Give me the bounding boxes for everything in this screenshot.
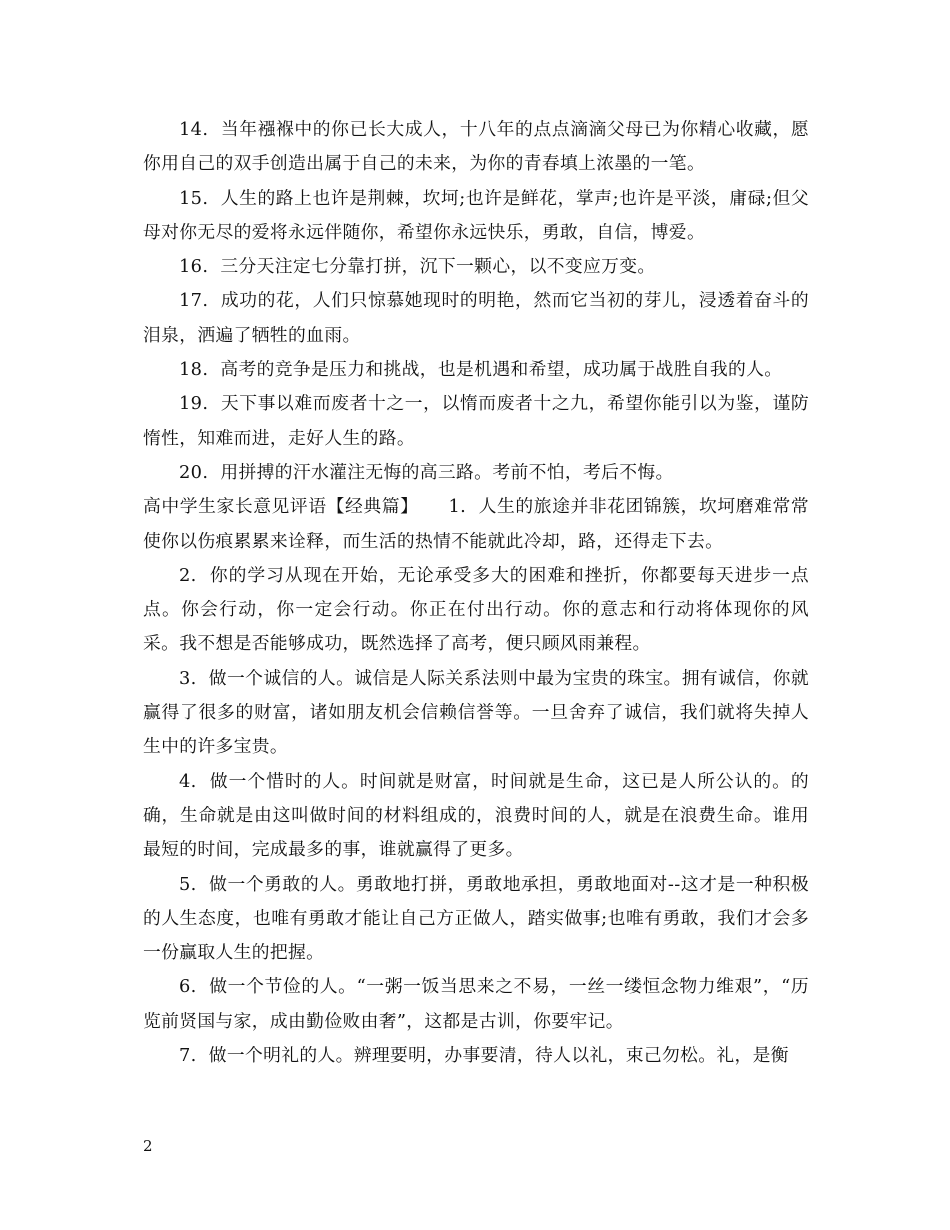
- paragraph-4: [143, 765, 809, 868]
- paragraph-number: 14.: [179, 119, 209, 140]
- paragraph-number: 16.: [179, 256, 209, 278]
- paragraph-19: [143, 387, 809, 456]
- paragraph-14: [143, 113, 809, 182]
- paragraph-number: 17.: [179, 290, 209, 312]
- paragraph-text: 你的学习从现在开始，无论承受多大的困难和挫折，你都要每天进步一点点。你会行动，你一定会行动。你正在付出行动。你的意志和行动将体现你的风采。我不想是否能够成功，既然选择了高考，便只顾风雨兼程。: [143, 564, 809, 655]
- paragraph-number: 7.: [179, 1045, 197, 1067]
- document-body: [143, 113, 809, 1073]
- paragraph-number: 15.: [179, 187, 209, 209]
- paragraph-number: 4.: [179, 770, 197, 792]
- paragraph-15: [143, 182, 809, 251]
- paragraph-text: 人生的路上也许是荆棘，坎坷;也许是鲜花，掌声;也许是平淡，庸碌;但父母对你无尽的爱将永远伴随你，希望你永远快乐，勇敢，自信，博爱。: [143, 187, 809, 243]
- paragraph-text: 天下事以难而废者十之一，以惰而废者十之九，希望你能引以为鉴，谨防惰性，知难而进，走好人生的路。: [143, 393, 810, 449]
- paragraph-number: 3.: [179, 667, 197, 689]
- paragraph-text: 人生的旅途并非花团锦簇，坎坷磨难常常使你以伤痕累累来诠释，而生活的热情不能就此冷却，路，还得走下去。: [143, 496, 809, 552]
- paragraph-text: 成功的花，人们只惊慕她现时的明艳，然而它当初的芽儿，浸透着奋斗的泪泉，洒遍了牺牲的血雨。: [143, 290, 810, 346]
- page-number: 2: [143, 1137, 153, 1155]
- paragraph-17: [143, 284, 809, 353]
- paragraph-number: 5.: [179, 873, 197, 895]
- paragraph-number: 20.: [179, 461, 209, 483]
- paragraph-text: 做一个诚信的人。诚信是人际关系法则中最为宝贵的珠宝。拥有诚信，你就赢得了很多的财富，诸如朋友机会信赖信誉等。一旦舍弃了诚信，我们就将失掉人生中的许多宝贵。: [143, 667, 809, 758]
- paragraph-20: [143, 456, 809, 490]
- paragraph-6: [143, 970, 809, 1039]
- paragraph-number: 2.: [179, 564, 197, 586]
- paragraph-text: 做一个明礼的人。辨理要明，办事要清，待人以礼，束己勿松。礼，是衡: [208, 1045, 789, 1067]
- paragraph-number: 6.: [179, 976, 197, 998]
- paragraph-text: 做一个勇敢的人。勇敢地打拼，勇敢地承担，勇敢地面对--这才是一种积极的人生态度，也唯有勇敢才能让自己方正做人，踏实做事;也唯有勇敢，我们才会多一份赢取人生的把握。: [143, 873, 809, 964]
- paragraph-number: 18.: [179, 359, 209, 381]
- paragraph-text: 三分天注定七分靠打拼，沉下一颗心，以不变应万变。: [220, 256, 656, 278]
- paragraph-2: [143, 559, 809, 662]
- paragraph-7: [143, 1039, 809, 1073]
- section-heading-paragraph: [143, 490, 809, 559]
- paragraph-text: 当年襁褓中的你已长大成人，十八年的点点滴滴父母已为你精心收藏，愿你用自己的双手创造出属于自己的未来，为你的青春填上浓墨的一笔。: [143, 119, 810, 175]
- paragraph-text: 做一个惜时的人。时间就是财富，时间就是生命，这已是人所公认的。的确，生命就是由这叫做时间的材料组成的，浪费时间的人，就是在浪费生命。谁用最短的时间，完成最多的事，谁就赢得了更多。: [143, 770, 809, 861]
- paragraph-18: [143, 353, 809, 387]
- paragraph-text: 用拼搏的汗水灌注无悔的高三路。考前不怕，考后不悔。: [220, 461, 674, 483]
- paragraph-5: [143, 868, 809, 971]
- paragraph-16: [143, 250, 809, 284]
- section-heading: 高中学生家长意见评语【经典篇】: [143, 496, 419, 518]
- paragraph-text: 做一个节俭的人。“一粥一饭当思来之不易，一丝一缕恒念物力维艰”，“历览前贤国与家，成由勤俭败由奢”，这都是古训，你要牢记。: [143, 976, 809, 1032]
- paragraph-3: [143, 662, 809, 765]
- paragraph-text: 高考的竞争是压力和挑战，也是机遇和希望，成功属于战胜自我的人。: [220, 359, 783, 381]
- paragraph-number: 1.: [448, 496, 467, 518]
- paragraph-number: 19.: [179, 393, 209, 415]
